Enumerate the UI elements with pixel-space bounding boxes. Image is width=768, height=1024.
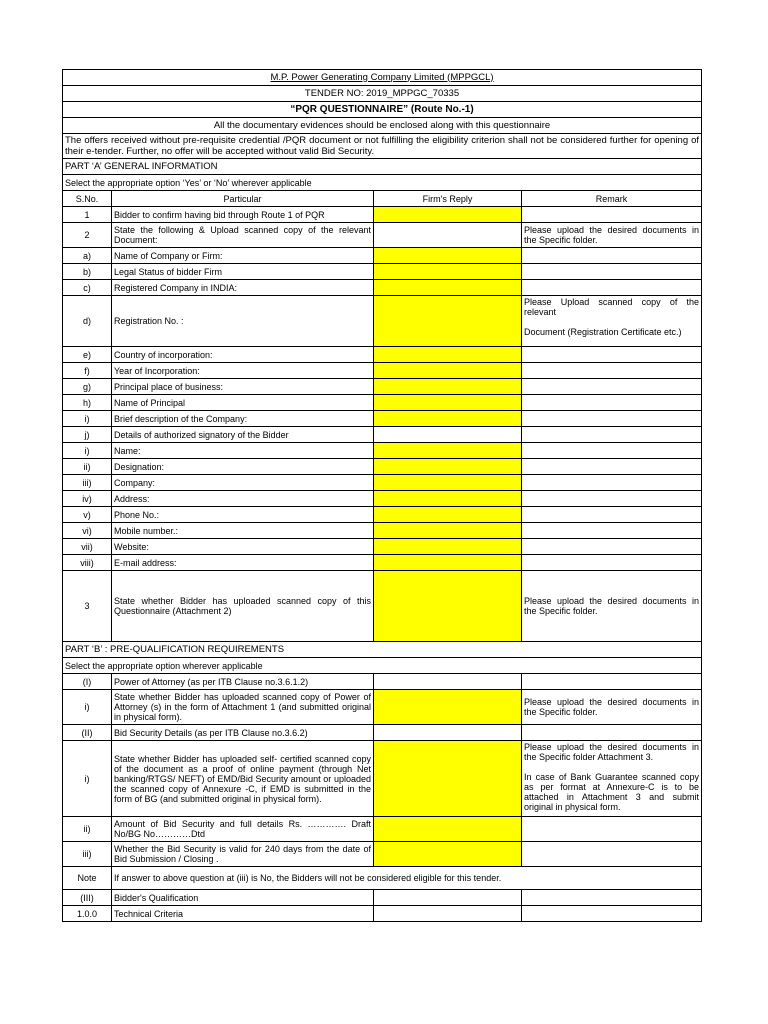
row-particular: Year of Incorporation: xyxy=(112,363,374,379)
row-remark xyxy=(522,207,702,223)
row-remark: Please upload the desired documents in the Specific folder. xyxy=(522,571,702,642)
row-remark xyxy=(522,264,702,280)
part-a-heading: PART ‘A’ GENERAL INFORMATION xyxy=(63,159,702,175)
row-particular: State whether Bidder has uploaded scanned copy of this Questionnaire (Attachment 2) xyxy=(112,571,374,642)
table-row xyxy=(63,539,702,555)
row-particular: Bidder to confirm having bid through Route 1 of PQR xyxy=(112,207,374,223)
row-sno: (III) xyxy=(63,890,112,906)
row-remark xyxy=(522,443,702,459)
notice-text: The offers received without pre-requisite credential /PQR document or not fulfilling the eligibility criterion shall not be considered further for opening of their e-tender. Further, no offer will be accepted without valid Bid Security. xyxy=(63,134,702,159)
firm-reply-cell[interactable] xyxy=(374,459,522,475)
row-remark xyxy=(522,379,702,395)
row-sno: vi) xyxy=(63,523,112,539)
firm-reply-cell[interactable] xyxy=(374,296,522,347)
col-remark-header: Remark xyxy=(522,191,702,207)
table-row xyxy=(63,248,702,264)
row-remark xyxy=(522,741,702,817)
table-row xyxy=(63,459,702,475)
firm-reply-cell[interactable] xyxy=(374,906,522,922)
row-remark: Please upload the desired documents in the Specific folder. xyxy=(522,223,702,248)
row-sno: i) xyxy=(63,443,112,459)
part-a-rows xyxy=(63,207,702,642)
row-particular: Whether the Bid Security is valid for 240 days from the date of Bid Submission / Closing . xyxy=(112,842,374,867)
title-row xyxy=(63,102,702,118)
row-remark xyxy=(522,523,702,539)
firm-reply-cell[interactable] xyxy=(374,347,522,363)
row-sno: (II) xyxy=(63,725,112,741)
row-sno: 3 xyxy=(63,571,112,642)
row-remark xyxy=(522,842,702,867)
firm-reply-cell xyxy=(374,427,522,443)
row-sno: g) xyxy=(63,379,112,395)
part-b-heading-row xyxy=(63,642,702,658)
row-sno: v) xyxy=(63,507,112,523)
table-row xyxy=(63,890,702,906)
row-sno: b) xyxy=(63,264,112,280)
remark-gap xyxy=(524,762,699,772)
table-row xyxy=(63,842,702,867)
row-sno: ii) xyxy=(63,817,112,842)
part-b-rows xyxy=(63,674,702,867)
firm-reply-cell xyxy=(374,725,522,741)
table-row xyxy=(63,523,702,539)
firm-reply-cell[interactable] xyxy=(374,690,522,725)
firm-reply-cell[interactable] xyxy=(374,280,522,296)
row-sno: (I) xyxy=(63,674,112,690)
row-particular: Mobile number.: xyxy=(112,523,374,539)
firm-reply-cell[interactable] xyxy=(374,523,522,539)
row-particular: Phone No.: xyxy=(112,507,374,523)
table-row xyxy=(63,674,702,690)
row-remark xyxy=(522,248,702,264)
remark-gap xyxy=(524,317,699,327)
row-sno: f) xyxy=(63,363,112,379)
row-particular: Amount of Bid Security and full details Rs. …………. Draft No/BG No…………Dtd xyxy=(112,817,374,842)
page-subtitle: All the documentary evidences should be enclosed along with this questionnaire xyxy=(63,118,702,134)
row-sno: viii) xyxy=(63,555,112,571)
column-header-row xyxy=(63,191,702,207)
firm-reply-cell[interactable] xyxy=(374,395,522,411)
table-row xyxy=(63,817,702,842)
remark-line: Document (Registration Certificate etc.) xyxy=(524,327,682,337)
firm-reply-cell[interactable] xyxy=(374,248,522,264)
row-sno: d) xyxy=(63,296,112,347)
part-a-heading-row xyxy=(63,159,702,175)
row-remark xyxy=(522,363,702,379)
row-particular: Country of incorporation: xyxy=(112,347,374,363)
table-row xyxy=(63,690,702,725)
firm-reply-cell[interactable] xyxy=(374,555,522,571)
table-row xyxy=(63,906,702,922)
table-row xyxy=(63,571,702,642)
firm-reply-cell[interactable] xyxy=(374,411,522,427)
table-row xyxy=(63,475,702,491)
company-row xyxy=(63,70,702,86)
row-remark xyxy=(522,507,702,523)
table-row xyxy=(63,363,702,379)
table-row xyxy=(63,280,702,296)
row-sno: i) xyxy=(63,690,112,725)
table-row xyxy=(63,427,702,443)
table-row xyxy=(63,264,702,280)
table-row xyxy=(63,296,702,347)
firm-reply-cell[interactable] xyxy=(374,363,522,379)
row-particular: State whether Bidder has uploaded self- certified scanned copy of the document as a proof of online payment (through Net banking/RTGS/ NEFT) of EMD/Bid Security amount or uploaded the scanned copy of Annexure -C, if EMD is submitted in the form of BG (and submitted original in physical form). xyxy=(112,741,374,817)
part-b-instruction-row xyxy=(63,658,702,674)
table-row xyxy=(63,411,702,427)
tender-row xyxy=(63,86,702,102)
row-remark xyxy=(522,491,702,507)
row-particular: Bidder's Qualification xyxy=(112,890,374,906)
row-remark: Please upload the desired documents in the Specific folder. xyxy=(522,690,702,725)
row-particular: State the following & Upload scanned copy of the relevant Document: xyxy=(112,223,374,248)
row-sno: e) xyxy=(63,347,112,363)
firm-reply-cell[interactable] xyxy=(374,443,522,459)
table-row xyxy=(63,491,702,507)
notice-row xyxy=(63,134,702,159)
row-remark xyxy=(522,296,702,347)
firm-reply-cell[interactable] xyxy=(374,491,522,507)
row-sno: 1 xyxy=(63,207,112,223)
col-reply-header: Firm's Reply xyxy=(374,191,522,207)
remark-line: Please upload the desired documents in the Specific folder Attachment 3. xyxy=(524,742,700,762)
col-particular-header: Particular xyxy=(112,191,374,207)
table-row xyxy=(63,443,702,459)
col-sno-header: S.No. xyxy=(63,191,112,207)
row-remark xyxy=(522,347,702,363)
row-sno: iii) xyxy=(63,475,112,491)
row-sno: i) xyxy=(63,741,112,817)
row-remark xyxy=(522,725,702,741)
row-remark xyxy=(522,459,702,475)
table-row xyxy=(63,507,702,523)
row-sno: vii) xyxy=(63,539,112,555)
row-remark xyxy=(522,906,702,922)
firm-reply-cell xyxy=(374,674,522,690)
row-sno: 2 xyxy=(63,223,112,248)
pqr-questionnaire-table xyxy=(62,69,702,922)
row-particular: State whether Bidder has uploaded scanned copy of Power of Attorney (s) in the form of Attachment 1 (and submitted original in physical form). xyxy=(112,690,374,725)
part-a-instruction: Select the appropriate option ‘Yes’ or ‘No’ wherever applicable xyxy=(63,175,702,191)
row-particular: Website: xyxy=(112,539,374,555)
row-remark xyxy=(522,555,702,571)
row-sno: h) xyxy=(63,395,112,411)
row-sno: a) xyxy=(63,248,112,264)
row-particular: Designation: xyxy=(112,459,374,475)
row-particular: Technical Criteria xyxy=(112,906,374,922)
row-particular: Name of Company or Firm: xyxy=(112,248,374,264)
company-name: M.P. Power Generating Company Limited (MPPGCL) xyxy=(270,71,494,83)
row-remark xyxy=(522,890,702,906)
firm-reply-cell[interactable] xyxy=(374,475,522,491)
firm-reply-cell[interactable] xyxy=(374,207,522,223)
row-sno: i) xyxy=(63,411,112,427)
row-particular: Registration No. : xyxy=(112,296,374,347)
table-row xyxy=(63,725,702,741)
row-particular: Company: xyxy=(112,475,374,491)
table-row xyxy=(63,223,702,248)
row-particular: Address: xyxy=(112,491,374,507)
remark-line: Please Upload scanned copy of the relevant xyxy=(524,297,700,317)
row-remark xyxy=(522,539,702,555)
table-row xyxy=(63,741,702,817)
row-particular: Brief description of the Company: xyxy=(112,411,374,427)
row-remark xyxy=(522,475,702,491)
firm-reply-cell[interactable] xyxy=(374,507,522,523)
row-remark xyxy=(522,280,702,296)
firm-reply-cell[interactable] xyxy=(374,264,522,280)
note-label: Note xyxy=(63,867,112,890)
row-sno: iv) xyxy=(63,491,112,507)
firm-reply-cell xyxy=(374,223,522,248)
subtitle-row xyxy=(63,118,702,134)
table-row xyxy=(63,395,702,411)
note-text: If answer to above question at (iii) is No, the Bidders will not be considered eligible for this tender. xyxy=(112,867,702,890)
part-c-rows xyxy=(63,890,702,922)
row-particular: Name: xyxy=(112,443,374,459)
row-remark xyxy=(522,674,702,690)
row-sno: iii) xyxy=(63,842,112,867)
page-title: “PQR QUESTIONNAIRE” (Route No.-1) xyxy=(63,102,702,118)
part-a-instruction-row xyxy=(63,175,702,191)
row-remark xyxy=(522,427,702,443)
firm-reply-cell[interactable] xyxy=(374,890,522,906)
row-sno: 1.0.0 xyxy=(63,906,112,922)
row-particular: Bid Security Details (as per ITB Clause no.3.6.2) xyxy=(112,725,374,741)
tender-number: TENDER NO: 2019_MPPGC_70335 xyxy=(63,86,702,102)
row-particular: Name of Principal xyxy=(112,395,374,411)
row-sno: c) xyxy=(63,280,112,296)
table-row xyxy=(63,555,702,571)
row-particular: Principal place of business: xyxy=(112,379,374,395)
row-particular: Power of Attorney (as per ITB Clause no.3.6.1.2) xyxy=(112,674,374,690)
part-b-heading: PART ‘B’ : PRE-QUALIFICATION REQUIREMENTS xyxy=(63,642,702,658)
row-particular: Legal Status of bidder Firm xyxy=(112,264,374,280)
table-row xyxy=(63,379,702,395)
row-remark xyxy=(522,817,702,842)
firm-reply-cell[interactable] xyxy=(374,741,522,817)
firm-reply-cell[interactable] xyxy=(374,842,522,867)
firm-reply-cell[interactable] xyxy=(374,817,522,842)
firm-reply-cell[interactable] xyxy=(374,539,522,555)
table-row xyxy=(63,207,702,223)
table-row xyxy=(63,347,702,363)
row-remark xyxy=(522,411,702,427)
firm-reply-cell[interactable] xyxy=(374,571,522,642)
row-sno: j) xyxy=(63,427,112,443)
part-b-instruction: Select the appropriate option wherever applicable xyxy=(63,658,702,674)
row-particular: E-mail address: xyxy=(112,555,374,571)
note-row xyxy=(63,867,702,890)
remark-line: In case of Bank Guarantee scanned copy as per format at Annexure-C is to be attached in Attachment 3 and submit original in physical form. xyxy=(524,772,700,812)
row-particular: Details of authorized signatory of the Bidder xyxy=(112,427,374,443)
row-remark xyxy=(522,395,702,411)
row-sno: ii) xyxy=(63,459,112,475)
row-particular: Registered Company in INDIA: xyxy=(112,280,374,296)
firm-reply-cell[interactable] xyxy=(374,379,522,395)
